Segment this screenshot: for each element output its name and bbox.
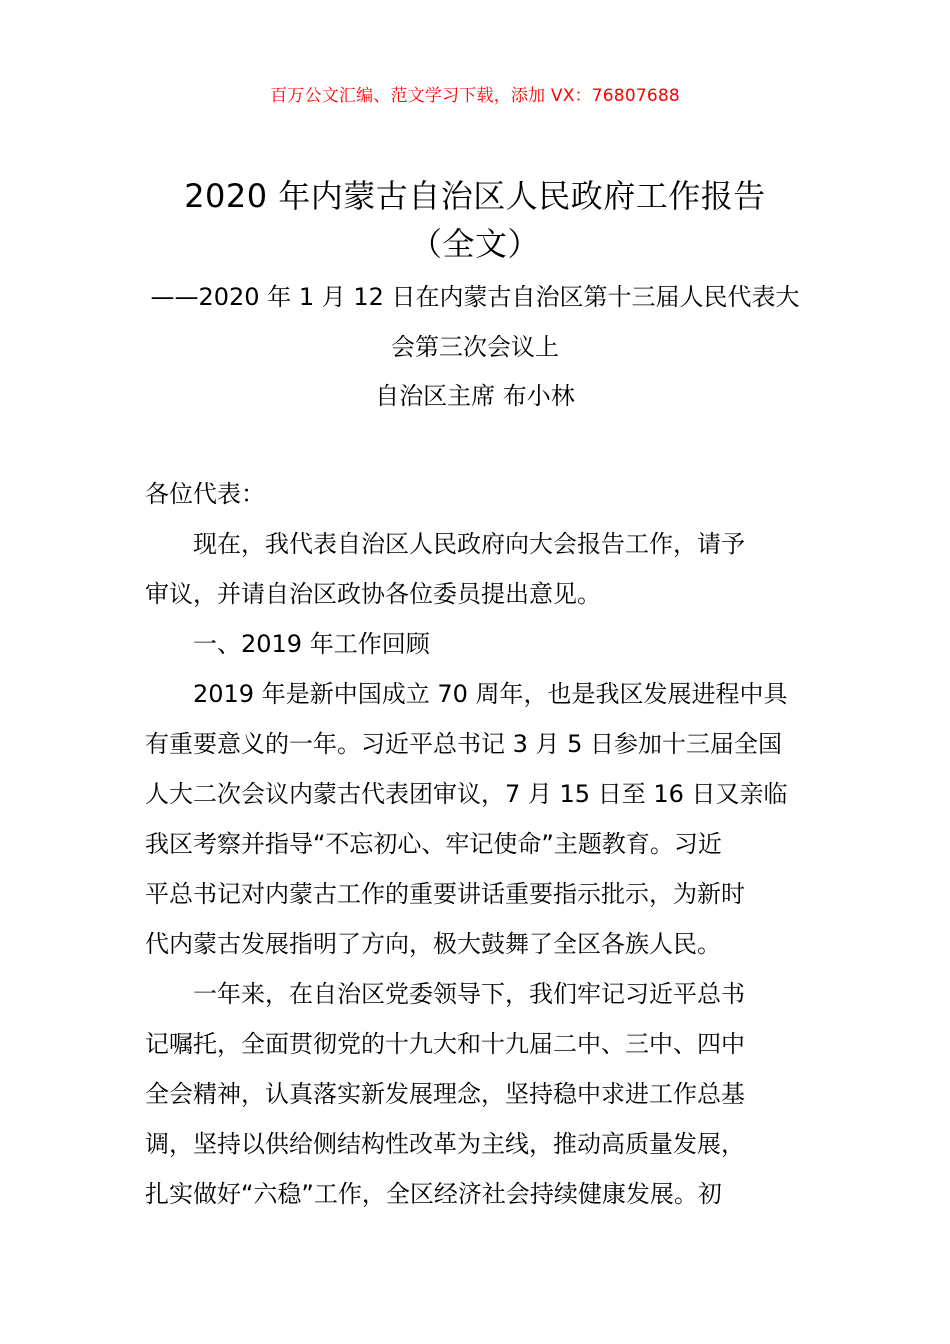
document-title-line-2: （全文） [409,225,540,263]
body-line: 有重要意义的一年。习近平总书记 3 月 5 日参加十三届全国 [145,730,783,758]
body-line: 现在，我代表自治区人民政府向大会报告工作，请予 [193,530,745,558]
body-line: 调，坚持以供给侧结构性改革为主线，推动高质量发展， [145,1130,745,1158]
subtitle-line-1: ——2020 年 1 月 12 日在内蒙古自治区第十三届人民代表大 [150,283,800,311]
header-promo-note: 百万公文汇编、范文学习下载，添加 VX：76807688 [270,86,680,106]
body-line: 我区考察并指导“不忘初心、牢记使命”主题教育。习近 [145,830,722,858]
body-line: 代内蒙古发展指明了方向，极大鼓舞了全区各族人民。 [145,930,721,958]
body-line: 2019 年是新中国成立 70 周年，也是我区发展进程中具 [193,680,788,708]
section-heading: 一、2019 年工作回顾 [193,630,430,658]
body-line: 一年来，在自治区党委领导下，我们牢记习近平总书 [193,980,745,1008]
body-line: 全会精神，认真落实新发展理念，坚持稳中求进工作总基 [145,1080,745,1108]
body-line: 人大二次会议内蒙古代表团审议，7 月 15 日至 16 日又亲临 [145,780,788,808]
body-line: 审议，并请自治区政协各位委员提出意见。 [145,580,601,608]
body-line: 平总书记对内蒙古工作的重要讲话重要指示批示，为新时 [145,880,745,908]
subtitle-line-2: 会第三次会议上 [391,333,559,361]
body-line: 扎实做好“六稳”工作，全区经济社会持续健康发展。初 [145,1180,722,1208]
body-line: 记嘱托，全面贯彻党的十九大和十九届二中、三中、四中 [145,1030,745,1058]
salutation: 各位代表： [145,480,265,508]
document-title-line-1: 2020 年内蒙古自治区人民政府工作报告 [184,177,766,215]
author-line: 自治区主席 布小林 [375,382,575,410]
